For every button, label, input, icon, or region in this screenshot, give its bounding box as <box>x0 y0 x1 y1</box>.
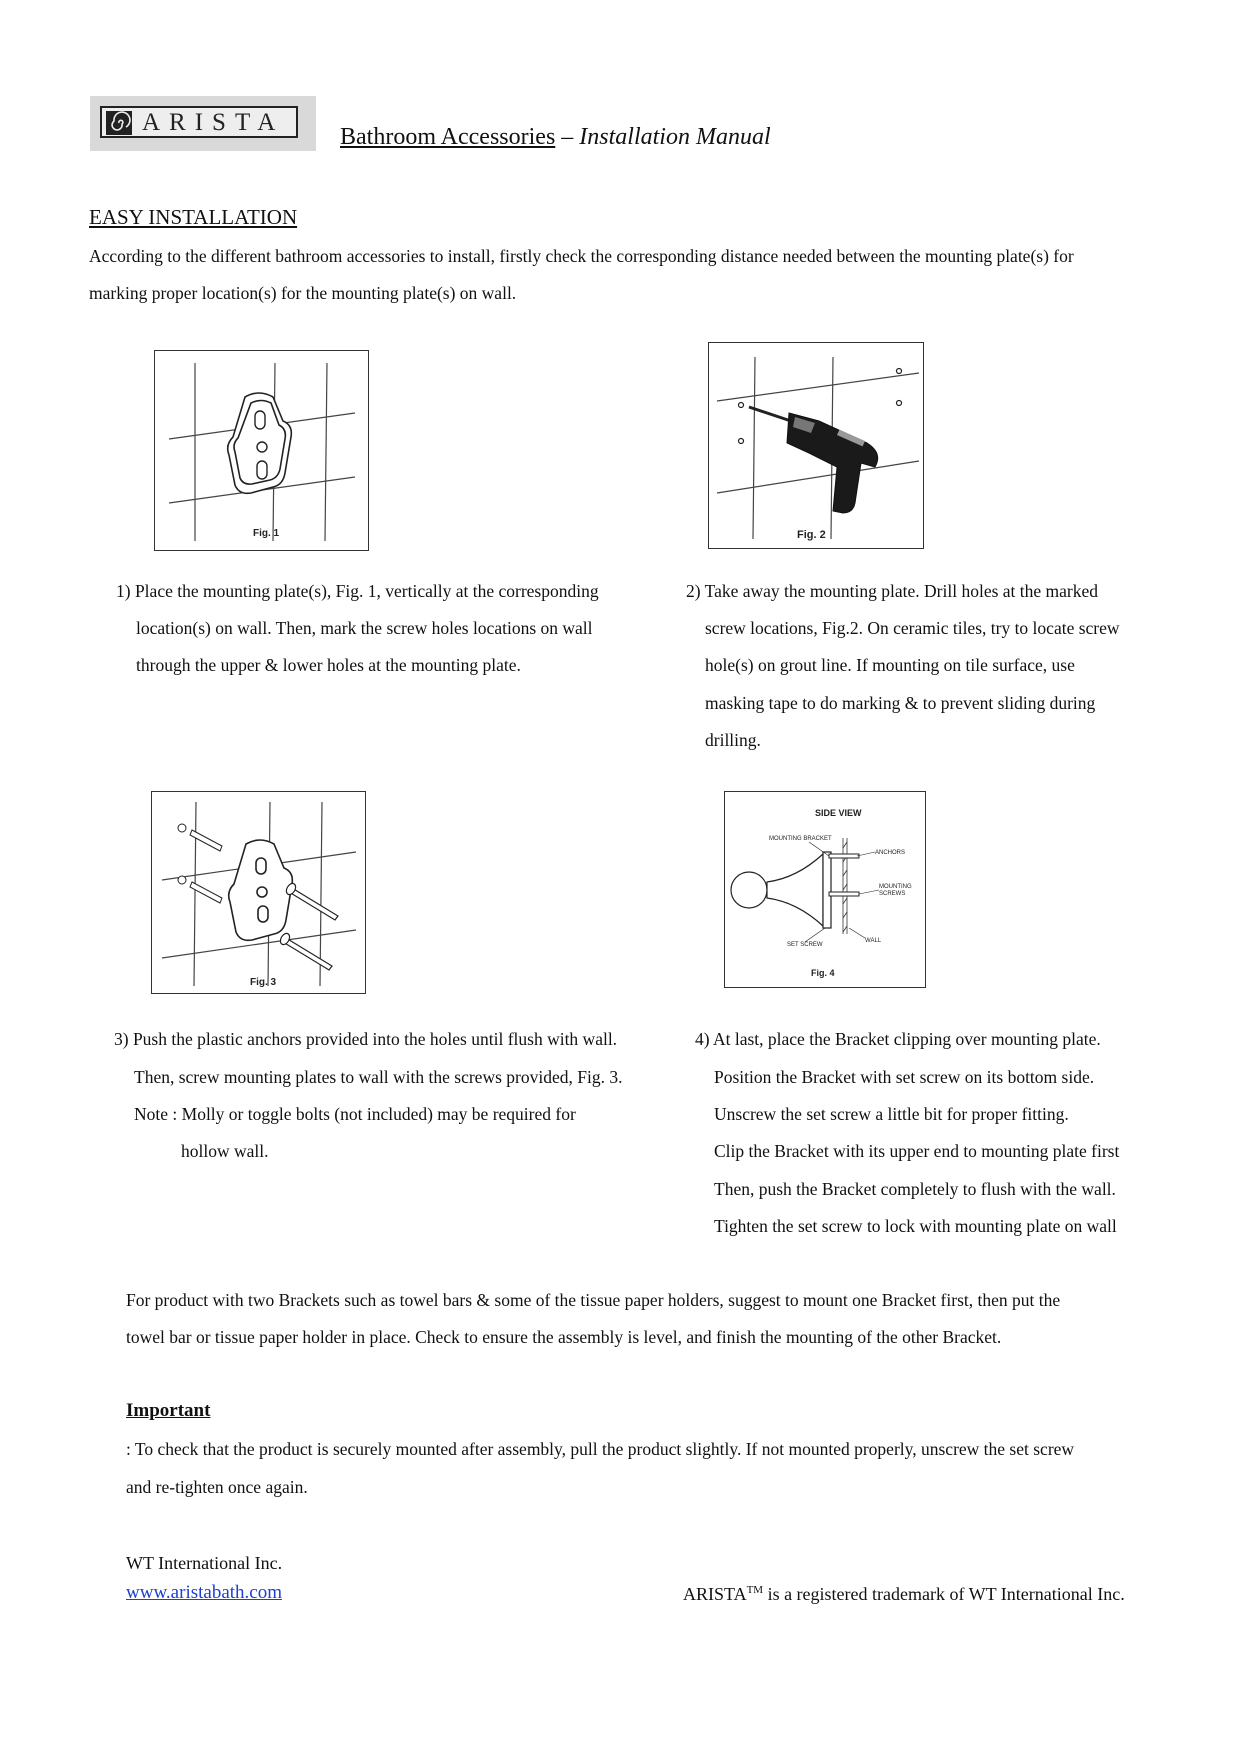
arista-logo <box>90 96 316 151</box>
spiral-logo-icon <box>106 111 132 135</box>
figure-2 <box>708 342 924 549</box>
step-3-line-2: Then, screw mounting plates to wall with the screws provided, Fig. 3. <box>134 1067 623 1087</box>
figure-3 <box>151 791 366 994</box>
fig4-mounting-bracket-label: MOUNTING BRACKET <box>769 836 832 842</box>
step-2-line-4: masking tape to do marking & to prevent sliding during <box>705 693 1096 713</box>
step-4-line-2: Position the Bracket with set screw on its bottom side. <box>714 1067 1095 1087</box>
step-4-line-6: Tighten the set screw to lock with mounting plate on wall <box>714 1216 1117 1236</box>
footer-trademark <box>683 1584 1125 1605</box>
section-heading: EASY INSTALLATION <box>89 205 298 229</box>
step-4-line-5: Then, push the Bracket completely to flush with the wall. <box>714 1179 1116 1199</box>
trademark-text: is a registered trademark of WT International Inc. <box>763 1584 1125 1604</box>
trademark-symbol: TM <box>746 1584 764 1596</box>
step-2-line-1: 2) Take away the mounting plate. Drill holes at the marked <box>686 581 1099 601</box>
fig4-mounting-label: MOUNTING <box>879 884 912 890</box>
fig4-anchors-label: ANCHORS <box>875 850 906 856</box>
logo-text: ARISTA <box>142 109 285 136</box>
fig1-caption: Fig. 1 <box>253 528 280 539</box>
fig4-caption: Fig. 4 <box>811 968 835 978</box>
important-line-2: and re-tighten once again. <box>126 1477 308 1497</box>
figure-4 <box>724 791 926 988</box>
step-3-line-3: Note : Molly or toggle bolts (not included) may be required for <box>134 1104 576 1124</box>
side-view-illustration <box>725 792 925 987</box>
step-2-line-5: drilling. <box>705 730 761 750</box>
mounting-plate-illustration <box>155 351 368 550</box>
anchors-screws-illustration <box>152 792 365 993</box>
step-3-line-4: hollow wall. <box>181 1141 269 1161</box>
step-4-line-4: Clip the Bracket with its upper end to mounting plate first <box>714 1141 1120 1161</box>
title-dash: – <box>555 124 580 150</box>
step-2-line-3: hole(s) on grout line. If mounting on tile surface, use <box>705 655 1075 675</box>
fig4-set-screw-label: SET SCREW <box>787 942 823 948</box>
drill-illustration <box>709 343 923 548</box>
intro-line-1: According to the different bathroom accessories to install, firstly check the corresponding distance needed between the mounting plate(s) for <box>89 246 1074 266</box>
important-line-1: : To check that the product is securely mounted after assembly, pull the product slightly. If not mounted properly, unscrew the set screw <box>126 1439 1075 1459</box>
step-2-line-2: screw locations, Fig.2. On ceramic tiles, try to locate screw <box>705 618 1120 638</box>
intro-line-2: marking proper location(s) for the mounting plate(s) on wall. <box>89 283 517 303</box>
step-3-line-1: 3) Push the plastic anchors provided into the holes until flush with wall. <box>114 1029 618 1049</box>
step-1-line-3: through the upper & lower holes at the mounting plate. <box>136 655 521 675</box>
fig4-side-view-label: SIDE VIEW <box>815 808 862 818</box>
figure-1 <box>154 350 369 551</box>
step-4-line-1: 4) At last, place the Bracket clipping over mounting plate. <box>695 1029 1101 1049</box>
step-1-line-2: location(s) on wall. Then, mark the screw holes locations on wall <box>136 618 593 638</box>
footer-website-link[interactable]: www.aristabath.com <box>126 1582 282 1603</box>
trademark-brand: ARISTA <box>683 1584 747 1604</box>
fig3-caption: Fig. 3 <box>250 977 277 988</box>
footer-company: WT International Inc. <box>126 1553 283 1573</box>
step-1-line-1: 1) Place the mounting plate(s), Fig. 1, vertically at the corresponding <box>116 581 599 601</box>
title-sub: Installation Manual <box>579 124 771 150</box>
fig4-wall-label: WALL <box>865 938 882 944</box>
important-heading: Important <box>126 1400 211 1421</box>
note-line-2: towel bar or tissue paper holder in place. Check to ensure the assembly is level, and finish the mounting of the other Bracket. <box>126 1327 1002 1347</box>
page-title <box>340 124 771 151</box>
fig4-screws-label: SCREWS <box>879 891 906 897</box>
logo-frame <box>100 106 298 138</box>
step-4-line-3: Unscrew the set screw a little bit for proper fitting. <box>714 1104 1069 1124</box>
fig2-caption: Fig. 2 <box>797 529 826 541</box>
title-main: Bathroom Accessories <box>340 124 556 150</box>
note-line-1: For product with two Brackets such as towel bars & some of the tissue paper holders, suggest to mount one Bracket first, then put the <box>126 1290 1061 1310</box>
